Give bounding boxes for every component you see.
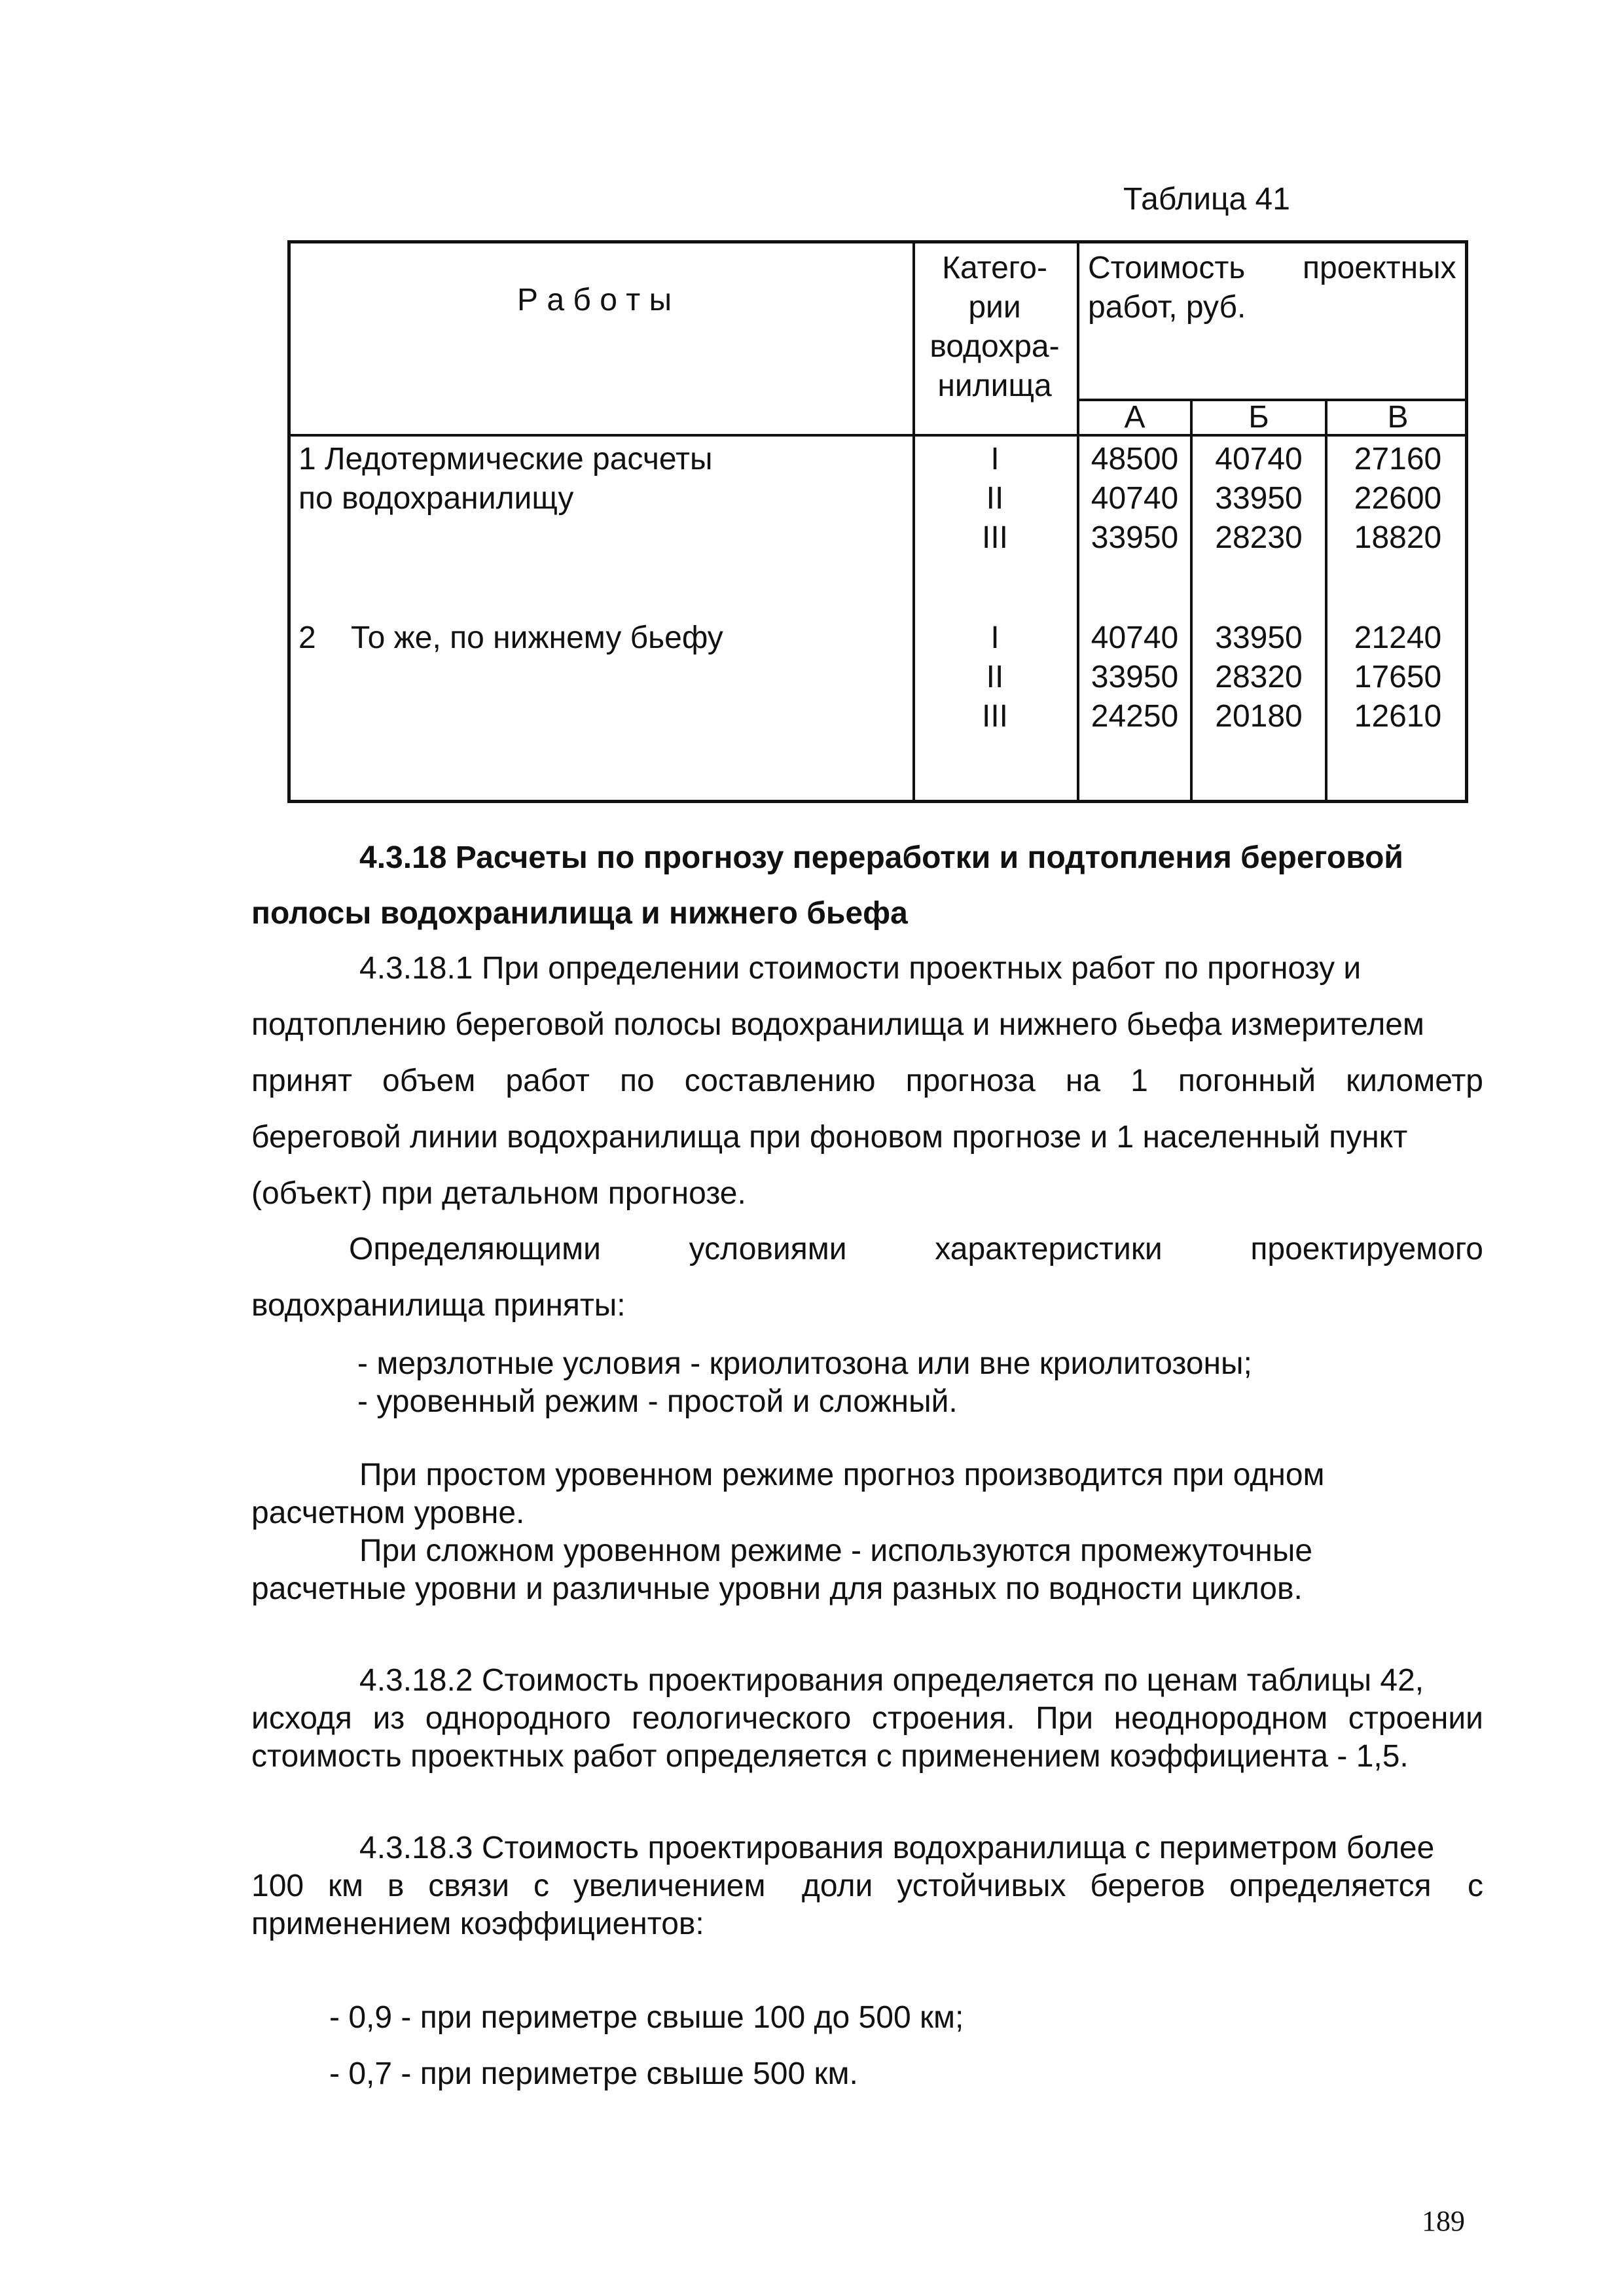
- p1-line3: принят объем работ по составлению прогноза на 1 погонный километр: [251, 1064, 1483, 1098]
- p3-line3: При сложном уровенном режиме - используются промежуточные: [359, 1534, 1313, 1568]
- row1-work: 1 Ледотермические расчеты по водохранилищу: [298, 442, 713, 516]
- p5-line3: применением коэффициентов:: [251, 1907, 704, 1941]
- bullet1-line2: - уровенный режим - простой и сложный.: [357, 1384, 958, 1419]
- row1-col-b: 40740 33950 28230: [1215, 442, 1303, 555]
- subheader-v: В: [1387, 400, 1409, 435]
- p5-line2: 100 км в связи с увеличением доли устойчивых берегов определяется с: [251, 1869, 1483, 1903]
- p1-line1: 4.3.18.1 При определении стоимости проектных работ по прогнозу и: [359, 951, 1362, 986]
- row2-categories: I II III: [981, 620, 1008, 734]
- page-number: 189: [1422, 2205, 1465, 2237]
- p4-line3: стоимость проектных работ определяется с применением коэффициента - 1,5.: [251, 1739, 1409, 1774]
- row2-work: 2 То же, по нижнему бьефу: [298, 620, 723, 655]
- bullet2-line2: - 0,7 - при периметре свыше 500 км.: [329, 2056, 858, 2091]
- p1-line2: подтоплению береговой полосы водохранилища и нижнего бьефа измерителем: [251, 1007, 1424, 1042]
- p4-line2: исходя из однородного геологического строения. При неоднородном строении: [251, 1701, 1483, 1736]
- row2-col-b: 33950 28320 20180: [1215, 620, 1303, 734]
- p2-line2: водохранилища приняты:: [251, 1288, 626, 1323]
- header-cost-line1-right: проектных: [1303, 251, 1456, 285]
- header-works: Р а б о т ы: [517, 283, 672, 317]
- header-cost-line2: работ, руб.: [1088, 290, 1246, 325]
- p1-line4: береговой линии водохранилища при фоновом прогнозе и 1 населенный пункт: [251, 1120, 1408, 1155]
- p3-line1: При простом уровенном режиме прогноз производится при одном: [359, 1458, 1325, 1492]
- header-cost-line1-left: Стоимость: [1088, 251, 1246, 285]
- row1-categories: I II III: [981, 442, 1008, 555]
- bullet2-line1: - 0,9 - при периметре свыше 100 до 500 км;: [329, 2000, 964, 2035]
- p3-line4: расчетные уровни и различные уровни для разных по водности циклов.: [251, 1571, 1303, 1606]
- bullet1-line1: - мерзлотные условия - криолитозона или вне криолитозоны;: [357, 1346, 1252, 1381]
- header-category: Катего- рии водохра- нилища: [929, 251, 1060, 403]
- row2-col-a: 40740 33950 24250: [1091, 620, 1179, 734]
- p4-line1: 4.3.18.2 Стоимость проектирования определяется по ценам таблицы 42,: [359, 1663, 1424, 1698]
- p1-line5: (объект) при детальном прогнозе.: [251, 1176, 746, 1211]
- row2-col-v: 21240 17650 12610: [1354, 620, 1442, 734]
- p2-line1: Определяющими условиями характеристики проектируемого: [349, 1232, 1483, 1266]
- subheader-a: А: [1124, 400, 1146, 435]
- cost-table: [287, 240, 1468, 803]
- p3-line2: расчетном уровне.: [251, 1496, 525, 1530]
- row1-col-v: 27160 22600 18820: [1354, 442, 1442, 555]
- table-caption: Таблица 41: [1123, 182, 1290, 217]
- subheader-b: Б: [1248, 400, 1269, 435]
- p5-line1: 4.3.18.3 Стоимость проектирования водохранилища с периметром более: [359, 1831, 1435, 1865]
- section-heading-line1: 4.3.18 Расчеты по прогнозу переработки и подтопления береговой: [359, 840, 1403, 875]
- row1-col-a: 48500 40740 33950: [1091, 442, 1179, 555]
- section-heading-line2: полосы водохранилища и нижнего бьефа: [251, 896, 908, 931]
